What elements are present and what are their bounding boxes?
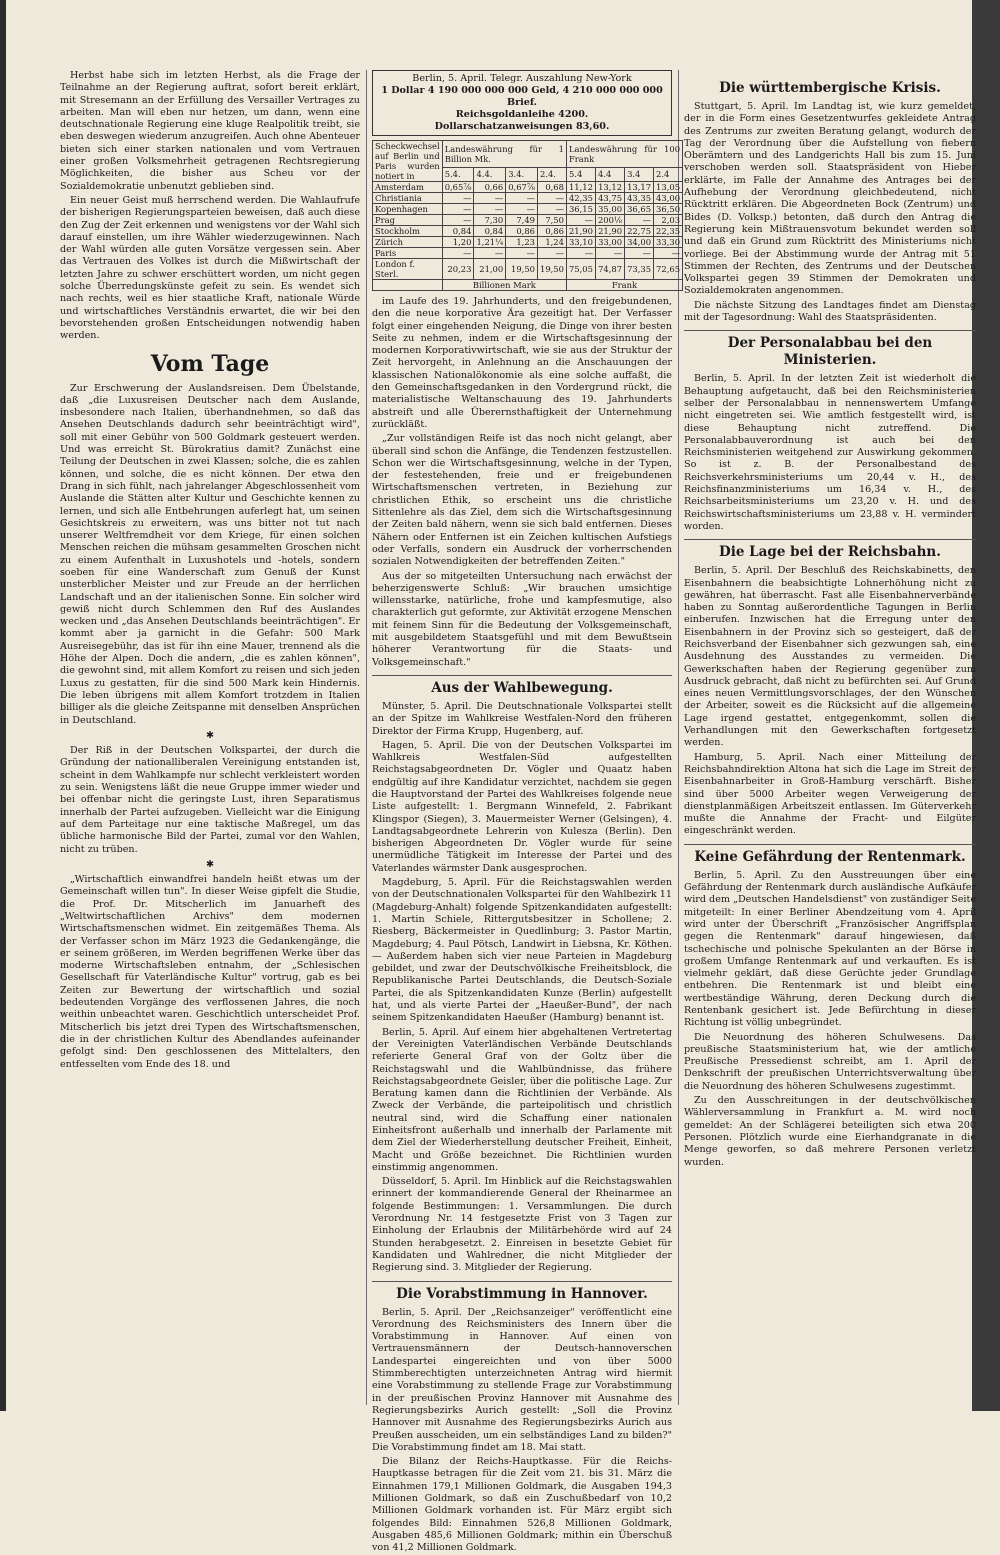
exchange-line: 1 Dollar 4 190 000 000 000 Geld, 4 210 000 000 000 Brief.	[381, 85, 663, 108]
rate-cell: —	[537, 193, 566, 204]
rate-cell: 0,65⅞	[442, 182, 474, 193]
rate-cell: 2,03	[654, 215, 683, 226]
news-item: Die nächste Sitzung des Landtages findet am Dienstag mit der Tagesordnung: Wahl des Staatspräsidenten.	[684, 299, 976, 324]
article-paragraph: „Zur vollständigen Reife ist das noch nicht gelangt, aber überall sind schon die Anfänge, die Tendenzen festzustellen. Schon wer die Wirtschaftsgesinnung, welche in der Typen, der festestehenden, freie und er freigebundenen Wirtschaftsmenschen vertreten, in Beziehung zur christlichen Ethik, so erscheint uns die christliche Sittenlehre als das Ziel, dem sich die Wirtschaftsgesinnung der Zeiten bald nähern, wenn sie sich bald entfernen. Dieses Nähern oder Entfernen ist ein Zeichen kultischen Aufstiegs oder Verfalls, sondern ein Ausdruck der vorherrschenden sozialen Notwendigkeiten der betreffenden Zeiten."	[372, 433, 672, 568]
news-item: „Wirtschaftlich einwandfrei handeln heißt etwas um der Gemeinschaft willen tun". In dieser Weise gipfelt die Studie, die Prof. Dr. Mitscherlich im Januarheft des „Weltwirtschaftlichen Archivs" dem modernen Wirtschaftsmenschen widmet. Ein zeitgemäßes Thema. Als der Verfasser schon im März 1923 die Gedankengänge, die er seinem größeren, im Werden begriffenen Werke über das moderne Wirtschaftsleben entnahm, der „Schlesischen Gesellschaft für Vaterländische Kultur" vortrug, gab es bei Zeiten zur Bewertung der wirtschaftlich und sozial bedeutenden Vorgänge des verflossenen Jahres, die noch weithin unbeachtet waren. Geschichtlich unterscheidet Prof. Mitscherlich bis jetzt drei Typen des Wirtschaftsmenschen, die in der christlichen Kultur des Abendlandes aufeinander gefolgt sind: Den geschlossenen des Mittelalters, den entfesselten vom Ende des 18. und	[60, 874, 360, 1070]
news-item: Die Bilanz der Reichs-Hauptkasse. Für die Reichs-Hauptkasse betragen für die Zeit vom 21. bis 31. März die Einnahmen 179,1 Millionen Goldmark, die Ausgaben 194,3 Millionen Goldmark, so daß ein Zuschußbedarf von 10,2 Millionen Goldmark vorhanden ist. Für März ergibt sich folgendes Bild: Einnahmen 526,8 Millionen Goldmark, Ausgaben 485,6 Millionen Goldmark; mithin ein Überschuß von 41,2 Millionen Goldmark.	[372, 1456, 672, 1554]
adjacent-page-edge	[972, 0, 1000, 1411]
rate-cell: —	[474, 248, 506, 259]
rate-cell: 36,65	[625, 204, 654, 215]
table-row	[373, 193, 683, 204]
date-header: 5.4	[566, 167, 595, 181]
article-paragraph: Herbst habe sich im letzten Herbst, als die Frage der Teilnahme an der Regierung auftrat, sofort bereit erklärt, mit Stresemann an der Erfüllung des Versailler Vertrages zu arbeiten. Man will eben nur hetzen, um dann, wenn eine deutschnationale Regierung eine kluge Realpolitik treibt, sie eben deswegen wiederum anzugreifen. Auch ohne Abenteuer bieten sich einer starken nationalen und vom Vertrauen einer großen Volksmehrheit getragenen Rechtsregierung Möglichkeiten, die bisher aus Scheu vor der Sozialdemokratie unbenutzt geblieben sind.	[60, 70, 360, 192]
rate-cell: —	[442, 215, 474, 226]
section-title: Keine Gefährdung der Rentenmark.	[684, 844, 976, 866]
rate-cell: 7,50	[537, 215, 566, 226]
news-item: Münster, 5. April. Die Deutschnationale Volkspartei stellt an der Spitze im Wahlkreise Westfalen-Nord den früheren Direktor der Firma Krupp, Hugenberg, auf.	[372, 700, 672, 737]
news-item: Düsseldorf, 5. April. Im Hinblick auf die Reichstagswahlen erinnert der kommandierende General der Rheinarmee an folgende Bestimmungen: 1. Versammlungen. Die durch Verordnung Nr. 14 festgesetzte Frist von 3 Tagen zur Einholung der Erlaubnis der Militärbehörde wird auf 24 Stunden herabgesetzt. 2. Einreisen in besetzte Gebiet für Kandidaten und Wahlredner, die nicht Mitglieder der Regierung sind. 3. Mitglieder der Regierung.	[372, 1176, 672, 1274]
rate-cell: —	[506, 193, 538, 204]
rate-cell: 7,49	[506, 215, 538, 226]
rate-cell: 200⅛	[595, 215, 624, 226]
rate-cell: 20,23	[442, 259, 474, 280]
rate-cell: 73,35	[625, 259, 654, 280]
rate-cell: 13,05	[654, 182, 683, 193]
table-row	[373, 226, 683, 237]
news-item: Berlin, 5. April. Der Beschluß des Reichskabinetts, den Eisenbahnern die beabsichtigte Lohnerhöhung nicht zu gewähren, hat überrascht. Fast alle Eisenbahnerverbände haben zu Sonntag außerordentliche Tagungen in Berlin einberufen. Inzwischen hat die Erregung unter den Eisenbahnern in der Provinz sich so gesteigert, daß der Reichsverband der Eisenbahner sich gezwungen sah, eine Ausdehnung des Ausstandes zu vermeiden. Die Gewerkschaften haben der Regierung gegenüber zum Ausdruck gebracht, daß nicht zu befürchten sei. Auf Grund eines neuen Vermittlungsvorschlages, der den Wünschen der Arbeiter, soweit es die Rücksicht auf die allgemeine Lage irgend gestattet, entgegenkommt, sollen die Verhandlungen mit den Gewerkschaften fortgesetzt werden.	[684, 565, 976, 749]
column-left	[60, 70, 360, 1405]
rate-cell: 13,12	[595, 182, 624, 193]
news-item: Zur Erschwerung der Auslandsreisen. Dem Übelstande, daß „die Luxusreisen Deutscher nach dem Auslande, insbesondere nach Italien, überhandnehmen, so daß das Ansehen Deutschlands dadurch sehr beeinträchtigt wird", soll mit einer Gebühr von 500 Goldmark gesteuert werden. Und was erreicht St. Bürokratius damit? Zunächst eine Teilung der Deutschen in zwei Klassen; solche, die es zahlen können, und solche, die es nicht können. Der etwa den Drang in sich fühlt, nach jahrelanger Abgeschlossenheit vom Auslande die Stätten alter Kultur und Geschichte kennen zu lernen, und sich alle Entbehrungen auferlegt hat, um seinen Gesichtskreis zu erweitern, was uns bitter not tut nach unserer Weltfremdheit vor dem Kriege, für einen solchen Menschen reichen die mühsam gesammelten Groschen nicht zu einem Aufenthalt in Luxushotels und -hotels, sondern soeben für eine Wanderschaft zum Genuß der Kunst unsterblicher Meister und zur Freude an der herrlichen Landschaft und an der italienischen Sonne. Ein solcher wird gewiß nicht durch Schlemmen den Ruf des Auslandes wecken und „das Ansehen Deutschlands beeinträchtigen". Er kommt aber ja garnicht in die Gefahr: 500 Mark Ausreisegebühr, das ist für ihn eine Mauer, trennend als die Höhe der Alpen. Doch die andern, „die es zahlen können", die gewohnt sind, mit allem Komfort zu reisen und sich jeden Luxus zu gestatten, für die sind 500 Mark kein Hindernis. Die leben übrigens mit allem Komfort trotzdem in Italien billiger als die gleiche Zeitspanne mit denselben Ansprüchen in Deutschland.	[60, 382, 360, 726]
date-header: 4.4.	[474, 167, 506, 181]
table-row	[373, 280, 683, 291]
table-row	[373, 248, 683, 259]
section-title: Der Personalabbau bei den Ministerien.	[684, 330, 976, 369]
news-item: Berlin, 5. April. In der letzten Zeit ist wiederholt die Behauptung aufgetaucht, daß bei den Reichsministerien selber der Personalabbau in nennenswertem Umfange nicht eingetreten sei. Wie amtlich festgestellt wird, ist diese Behauptung nicht zutreffend. Die Personalabbauverordnung ist auch bei den Reichsministerien weitgehend zur Auswirkung gekommen. So ist z. B. der Personalbestand des Reichsverkehrsministeriums um 20,44 v. H., des Reichsfinanzministeriums um 16,34 v. H., des Reichsarbeitsministeriums um 23,20 v. H. und des Reichswirtschaftsministeriums um 23,88 v. H. vermindert worden.	[684, 373, 976, 532]
rate-cell: 22,75	[625, 226, 654, 237]
table-row	[373, 182, 683, 193]
rate-cell: —	[474, 193, 506, 204]
rate-cell: 1,21¼	[474, 237, 506, 248]
rate-cell: —	[474, 204, 506, 215]
table-row	[373, 215, 683, 226]
rate-cell: 0,86	[506, 226, 538, 237]
city-cell: Zürich	[373, 237, 443, 248]
rate-cell: 35,00	[595, 204, 624, 215]
news-item: Magdeburg, 5. April. Für die Reichstagswahlen werden von der Deutschnationalen Volkspartei für den Wahlbezirk 11 (Magdeburg-Anhalt) folgende Spitzenkandidaten aufgestellt: 1. Martin Schiele, Rittergutsbesitzer in Schollene; 2. Riesberg, Bäckermeister in Quedlinburg; 3. Pastor Martin, Magdeburg; 4. Paul Pötsch, Landwirt in Liebsna, Kr. Köthen. — Außerdem haben sich vier neue Parteien in Magdeburg gebildet, und zwar der Deutschvölkische Freiheitsblock, die Republikanische Partei Deutschlands, die Deutsch-Soziale Partei, die als Spitzenkandidaten Kunze (Berlin) aufgestellt hat, und als vierte Partei der „Haeußer-Bund", der nach seinem Spitzenkandidaten Haeußer (Hamburg) benannt ist.	[372, 877, 672, 1024]
rate-cell: —	[566, 248, 595, 259]
date-header: 5.4.	[442, 167, 474, 181]
section-title: Vom Tage	[150, 350, 270, 377]
rate-cell: 7,30	[474, 215, 506, 226]
rate-cell: 1,20	[442, 237, 474, 248]
table-row	[373, 237, 683, 248]
news-item: Hamburg, 5. April. Nach einer Mitteilung der Reichsbahndirektion Altona hat sich die Lage im Streit der Eisenbahnarbeiter in Groß-Hamburg verschärft. Bisher sind über 5000 Arbeiter wegen Verweigerung der dienstplanmäßigen Arbeitszeit entlassen. Im Güterverkehr mußte die Annahme der Fracht- und Eilgüter eingeschränkt werden.	[684, 751, 976, 837]
exchange-line: Reichsgoldanleihe 4200.	[455, 109, 589, 120]
news-item: Hagen, 5. April. Die von der Deutschen Volkspartei im Wahlkreis Westfalen-Süd aufgestellten Reichstagsabgeordneten Dr. Vögler und Quaatz haben endgültig auf ihre Kandidatur verzichtet, nachdem sie gegen die Hauptvorstand der Partei des Wahlkreises folgende neue Liste aufgestellt: 1. Bergmann Winnefeld, 2. Fabrikant Klingspor (Siegen), 3. Mauermeister Werner (Gelsingen), 4. Landtagsabgeordnete Lehrerin von Kulesza (Berlin). Den bisherigen Abgeordneten Dr. Vögler wurde für seine unermüdliche Tätigkeit im Interesse der Partei und des Vaterlandes wärmster Dank ausgesprochen.	[372, 739, 672, 874]
rate-cell: 0,67⅞	[506, 182, 538, 193]
table-row	[373, 259, 683, 280]
separator-asterisk: ✱	[205, 858, 215, 870]
date-header: 2.4	[654, 167, 683, 181]
news-item: Zu den Ausschreitungen in der deutschvölkischen Wählerversammlung in Frankfurt a. M. wird noch gemeldet: An der Schlägerei beteiligten sich etwa 200 Personen. Plötzlich wurde eine Eierhandgranate in die Menge geworfen, so daß mehrere Personen verletzt wurden.	[684, 1095, 976, 1168]
rate-cell: 22,35	[654, 226, 683, 237]
city-cell: Paris	[373, 248, 443, 259]
rate-cell: 21,00	[474, 259, 506, 280]
column-middle	[372, 70, 681, 1554]
rate-cell: 0,66	[474, 182, 506, 193]
article-paragraph: Ein neuer Geist muß herrschend werden. Die Wahlaufrufe der bisherigen Regierungsparteien beweisen, daß auch diese den Zug der Zeit erkennen und wenigstens vor der Wahl sich darauf einstellen, um ihre Wähler wiederzugewinnen. Nach der Wahl würden alle guten Vorsätze vergessen sein. Aber das Vertrauen des Volkes ist durch die Mißwirtschaft der letzten Jahre zu schwer erschüttert worden, um nicht gegen solche Überredungskünste gefeit zu sein. Es wendet sich nach rechts, weil es hier staatliche Kraft, nationale Würde und wirtschaftliches Verständnis erwartet, die wir bei den bevorstehenden großen Entscheidungen notwendig haben werden.	[60, 194, 360, 342]
news-item: Der Riß in der Deutschen Volkspartei, der durch die Gründung der nationalliberalen Vereinigung entstanden ist, scheint in dem Wahlkampfe nur schlecht verkleistert worden zu sein. Wenigstens läßt die neue Gruppe immer wieder und bei offenbar nicht die geringste Lust, ihren Separatismus innerhalb der Partei aufzugeben. Vielleicht war die Einigung auf dem Parteitage nur eine taktische Maßregel, um das übliche harmonische Bild der Partei, zumal vor den Wahlen, nicht zu trüben.	[60, 745, 360, 855]
article-paragraph: im Laufe des 19. Jahrhunderts, und den freigebundenen, den die neue korporative Ära gezeitigt hat. Der Verfasser folgt einer eingehenden Neigung, die Dinge von ihrer besten Seite zu nehmen, indem er die Wirtschaftsgesinnung der modernen Korporativwirtschaft, wie sie aus der Struktur der Zeit hervorgeht, in Anlehnung an die Anschauungen der klassischen Nationalökonomie als eine solche auffaßt, die den Gemeinschaftsgedanken in den Vordergrund rückt, die materialistische Weltanschauung des 19. Jahrhunderts abstreift und alle Überernsthaftigkeit der Unternehmung zurückläßt.	[372, 296, 672, 430]
page-binding-edge	[0, 0, 6, 1411]
rate-cell: 72,65	[654, 259, 683, 280]
table-header: Landeswährung für 1 Billion Mk.	[442, 141, 566, 168]
section-title: Aus der Wahlbewegung.	[372, 675, 672, 697]
rate-cell: 0,68	[537, 182, 566, 193]
news-item: Berlin, 5. April. Zu den Ausstreuungen über eine Gefährdung der Rentenmark durch ausländische Aufkäufer wird dem „Deutschen Handelsdienst" von zuständiger Seite mitgeteilt: In einer Berliner Abendzeitung vom 4. April wird unter der Überschrift „Französischer Angriffsplan gegen die Rentenmark" darauf hingewiesen, daß tschechische und polnische Spekulanten an der Börse in großem Umfange Rentenmark auf und verkauften. Es ist vielmehr geklärt, daß diese Gerüchte jeder Grundlage entbehren. Die Rentenmark ist und bleibt eine wertbeständige Währung, deren Deckung durch die Rentenbank gesichert ist. Jede Befürchtung in dieser Richtung ist völlig unbegründet.	[684, 869, 977, 1029]
news-item: Berlin, 5. April. Der „Reichsanzeiger" veröffentlicht eine Verordnung des Reichsministers des Innern über die Vorabstimmung in Hannover. Auf einen von Vertrauensmännern der Deutsch-hannoverschen Landespartei eingereichten und von über 5000 Stimmberechtigten unterzeichneten Antrag wird hiermit eine Vorabstimmung zu stellende Frage zur Vorabstimmung in der preußischen Provinz Hannover mit Ausnahme des Regierungsbezirks Aurich gestellt: „Soll die Provinz Hannover mit Ausnahme des Regierungsbezirks Aurich aus Preußen ausscheiden, um ein selbständiges Land zu bilden?" Die Vorabstimmung findet am 18. Mai statt.	[372, 1306, 672, 1453]
rate-cell: 33,00	[595, 237, 624, 248]
exchange-line: Berlin, 5. April. Telegr. Auszahlung New-York	[412, 73, 632, 84]
rate-cell: 42,35	[566, 193, 595, 204]
rate-cell: 36,15	[566, 204, 595, 215]
rate-cell: 33,10	[566, 237, 595, 248]
rate-cell: —	[654, 248, 683, 259]
rate-cell: —	[537, 204, 566, 215]
rate-cell: 43,75	[595, 193, 624, 204]
empty-cell	[373, 280, 443, 291]
rate-cell: 1,23	[506, 237, 538, 248]
city-cell: Stockholm	[373, 226, 443, 237]
city-cell: Amsterdam	[373, 182, 443, 193]
rate-cell: —	[537, 248, 566, 259]
rate-cell: 75,05	[566, 259, 595, 280]
exchange-rate-table	[372, 140, 683, 291]
table-header: Scheckwechsel auf Berlin und Paris wurden notiert in	[373, 141, 443, 182]
news-item: Berlin, 5. April. Auf einem hier abgehaltenen Vertretertag der Vereinigten Vaterländischen Verbände Deutschlands referierte General Graf von der Goltz über die Reichstagswahl und die Wahlbündnisse, das frühere Reichstagsabgeordnete Geisler, über die politische Lage. Zur Beratung kamen dann die Richtlinien der Verbände. Als Zweck der Verbände, die parteipolitisch und christlich neutral sind, wird die Schaffung einer nationalen Einheitsfront außerhalb und innerhalb der Parlamente mit dem Ziel der Wiederherstellung deutscher Freiheit, Einheit, Macht und Größe bezeichnet. Die Richtlinien wurden einstimmig angenommen.	[372, 1026, 672, 1173]
rate-cell: —	[506, 248, 538, 259]
rate-cell: 36,50	[654, 204, 683, 215]
exchange-line: Dollarschatzanweisungen 83,60.	[434, 121, 610, 132]
table-header: Landeswährung für 100 Frank	[566, 141, 682, 168]
date-header: 3.4.	[506, 167, 538, 181]
rate-cell: —	[625, 215, 654, 226]
rate-cell: 33,30	[654, 237, 683, 248]
rate-cell: —	[442, 204, 474, 215]
date-header: 4.4	[595, 167, 624, 181]
rate-cell: 19,50	[537, 259, 566, 280]
rate-cell: 19,50	[506, 259, 538, 280]
rate-cell: 13,17	[625, 182, 654, 193]
separator-asterisk: ✱	[205, 729, 215, 741]
rate-cell: —	[442, 248, 474, 259]
exchange-rate-box	[372, 70, 672, 136]
rate-cell: 1,24	[537, 237, 566, 248]
column-rule	[366, 70, 367, 1405]
city-cell: Christiania	[373, 193, 443, 204]
rate-cell: —	[625, 248, 654, 259]
rate-cell: —	[595, 248, 624, 259]
date-header: 2.4.	[537, 167, 566, 181]
rate-cell: —	[506, 204, 538, 215]
city-cell: Prag	[373, 215, 443, 226]
rate-cell: 0,84	[474, 226, 506, 237]
rate-cell: 21,90	[595, 226, 624, 237]
date-header: 3.4	[625, 167, 654, 181]
rate-cell: 43,00	[654, 193, 683, 204]
rate-cell: 74,87	[595, 259, 624, 280]
rate-cell: 34,00	[625, 237, 654, 248]
rate-cell: —	[566, 215, 595, 226]
column-right	[684, 70, 976, 1405]
rate-cell: —	[442, 193, 474, 204]
table-row	[373, 204, 683, 215]
article-paragraph: Aus der so mitgeteilten Untersuchung nach erwächst der beherzigenswerte Schluß: „Wir brauchen umsichtige willensstarke, natürliche, frohe und kampfesmutige, also charakterlich gut geformte, zur Aktivität erzogene Menschen mit feinem Sinn für die Bedeutung der Volksgemeinschaft, mit ausgebildetem Staatsgefühl und mit dem Bewußtsein höherer Verantwortung für die Staats- und Volksgemeinschaft."	[372, 570, 672, 668]
rate-cell: 0,86	[537, 226, 566, 237]
city-cell: Kopenhagen	[373, 204, 443, 215]
section-title: Die Lage bei der Reichsbahn.	[684, 539, 976, 561]
news-item: Die Neuordnung des höheren Schulwesens. Das preußische Staatsministerium hat, wie der amtliche Preußische Pressedienst schreibt, am 1. April der Denkschrift der preußischen Unterrichtsverwaltung über die Neuordnung des höheren Schulwesens zugestimmt.	[684, 1031, 976, 1092]
news-item: Stuttgart, 5. April. Im Landtag ist, wie kurz gemeldet, der in die Form eines Gesetzentwurfes gekleidete Antrag des Zentrums zur zweiten Beratung gelangt, wodurch der Tag der Verordnung über die Aufstellung von fiebern Oberämtern und des Landgerichts Hall bis zum 15. Juni verschoben werden soll. Staatspräsident von Hieber erklärte, im Falle der Annahme des Antrages bei der Aufhebung der Verordnung gleichbedeutend, nicht Rücktritt erklären. Die Abgeordneten Bock (Zentrum) und Bides (D. Volksp.) betonten, daß durch den Antrag die Regierung kein Mißtrauensvotum bekundet werden soll und daß ein Grund zum Rücktritt des Ministeriums nicht vorliege. Bei der Abstimmung wurde der Antrag mit 51 Stimmen der Rechten, des Zentrums und der Deutschen Volkspartei gegen 39 Stimmen der Demokraten und Sozialdemokraten angenommen.	[684, 101, 976, 297]
rate-cell: 11,12	[566, 182, 595, 193]
rate-cell: 43,35	[625, 193, 654, 204]
unit-label: Frank	[566, 280, 682, 291]
rate-cell: 0,84	[442, 226, 474, 237]
section-title: Die württembergische Krisis.	[719, 80, 941, 96]
section-title: Die Vorabstimmung in Hannover.	[372, 1281, 672, 1303]
rate-cell: 21,90	[566, 226, 595, 237]
city-cell: London f. Sterl.	[373, 259, 443, 280]
unit-label: Billionen Mark	[442, 280, 566, 291]
